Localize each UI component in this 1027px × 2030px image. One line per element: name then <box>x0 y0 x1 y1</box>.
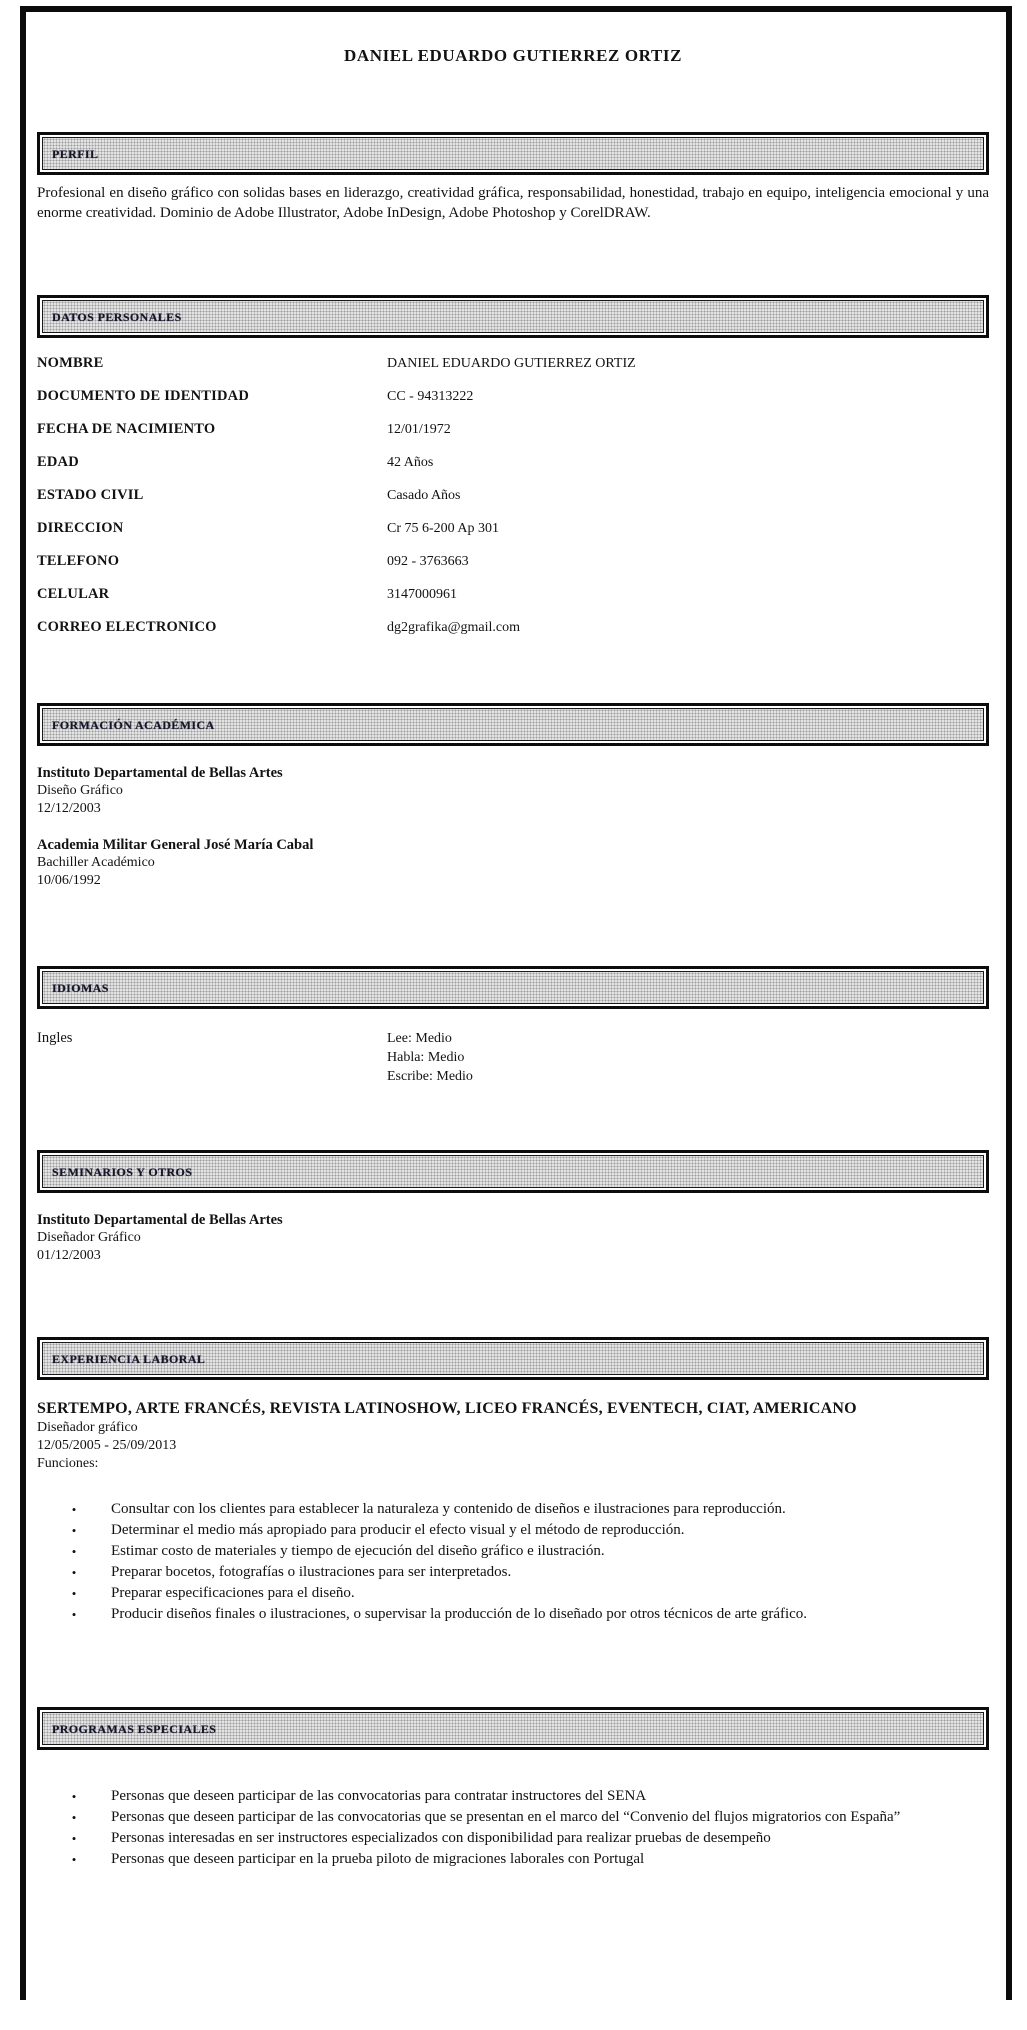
list-item <box>37 1562 989 1583</box>
field-label-direccion: DIRECCION <box>37 520 124 536</box>
cv-content <box>37 30 989 1870</box>
language-level-read: Lee: Medio <box>387 1031 452 1046</box>
education-institution: Instituto Departamental de Bellas Artes <box>37 765 283 781</box>
table-row <box>37 454 989 471</box>
function-text: Determinar el medio más apropiado para producir el efecto visual y el método de reproducción. <box>111 1522 685 1538</box>
experience-companies: SERTEMPO, ARTE FRANCÉS, REVISTA LATINOSHOW, LICEO FRANCÉS, EVENTECH, CIAT, AMERICANO <box>37 1400 857 1417</box>
seminars-list <box>37 1211 989 1265</box>
list-item <box>37 1499 989 1520</box>
field-value-correo: dg2grafika@gmail.com <box>387 620 521 635</box>
special-programs-list <box>37 1786 989 1870</box>
bullet-icon: • <box>71 1565 77 1580</box>
language-levels <box>387 1029 473 1086</box>
table-row <box>37 619 989 636</box>
seminar-degree: Diseñador Gráfico <box>37 1230 141 1245</box>
table-row <box>37 520 989 537</box>
education-degree: Bachiller Académico <box>37 855 155 870</box>
field-value-fecha-nacimiento: 12/01/1972 <box>387 422 451 437</box>
education-degree: Diseño Gráfico <box>37 783 123 798</box>
table-row <box>37 388 989 405</box>
page-title: DANIEL EDUARDO GUTIERREZ ORTIZ <box>343 46 683 65</box>
section-title-experiencia-laboral: EXPERIENCIA LABORAL <box>52 1352 206 1366</box>
education-list <box>37 764 989 890</box>
education-date: 12/12/2003 <box>37 801 101 816</box>
bullet-icon: • <box>71 1607 77 1622</box>
function-text: Preparar bocetos, fotografías o ilustraciones para ser interpretados. <box>111 1564 512 1580</box>
experience-role: Diseñador gráfico <box>37 1420 138 1435</box>
bullet-icon: • <box>71 1852 77 1867</box>
section-header-seminarios <box>37 1150 989 1193</box>
work-experience-entry <box>37 1398 989 1473</box>
experience-functions-list <box>37 1499 989 1625</box>
program-text: Personas que deseen participar de las convocatorias para contratar instructores del SENA <box>111 1788 647 1804</box>
bullet-icon: • <box>71 1810 77 1825</box>
table-row <box>37 586 989 603</box>
section-title-programas-especiales: PROGRAMAS ESPECIALES <box>52 1722 217 1736</box>
seminar-entry <box>37 1211 989 1265</box>
list-item <box>37 1807 989 1828</box>
language-name: Ingles <box>37 1030 73 1046</box>
table-row <box>37 355 989 372</box>
perfil-paragraph: Profesional en diseño gráfico con solidas bases en liderazgo, creatividad gráfica, responsabilidad, honestidad, trabajo en equipo, inteligencia emocional y una enorme creatividad. Dominio de Adobe Illustrator, Adobe InDesign, Adobe Photoshop y CorelDRAW. <box>37 185 989 221</box>
education-institution: Academia Militar General José María Cabal <box>37 837 314 853</box>
section-title-idiomas: IDIOMAS <box>52 981 109 995</box>
experience-functions-label: Funciones: <box>37 1456 99 1471</box>
field-value-direccion: Cr 75 6-200 Ap 301 <box>387 521 499 536</box>
section-header-band <box>42 1712 984 1745</box>
function-text: Consultar con los clientes para establecer la naturaleza y contenido de diseños e ilustraciones para reproducción. <box>111 1501 786 1517</box>
table-row <box>37 553 989 570</box>
languages-row <box>37 1029 989 1086</box>
language-level-write: Escribe: Medio <box>387 1069 473 1084</box>
function-text: Preparar especificaciones para el diseño. <box>111 1585 355 1601</box>
list-item <box>37 1786 989 1807</box>
section-header-experiencia-laboral <box>37 1337 989 1380</box>
section-header-band <box>42 971 984 1004</box>
program-text: Personas que deseen participar en la prueba piloto de migraciones laborales con Portugal <box>111 1851 645 1867</box>
section-header-band <box>42 137 984 170</box>
section-header-band <box>42 1342 984 1375</box>
field-label-edad: EDAD <box>37 454 79 470</box>
field-label-celular: CELULAR <box>37 586 110 602</box>
field-value-celular: 3147000961 <box>387 587 457 602</box>
list-item <box>37 1828 989 1849</box>
education-entry <box>37 764 989 818</box>
field-label-documento: DOCUMENTO DE IDENTIDAD <box>37 388 249 404</box>
section-header-band <box>42 708 984 741</box>
field-label-correo: CORREO ELECTRONICO <box>37 619 217 635</box>
list-item <box>37 1583 989 1604</box>
list-item <box>37 1541 989 1562</box>
field-value-edad: 42 Años <box>387 455 434 470</box>
bullet-icon: • <box>71 1789 77 1804</box>
section-header-idiomas <box>37 966 989 1009</box>
section-header-band <box>42 300 984 333</box>
field-value-estado-civil: Casado Años <box>387 488 461 503</box>
list-item <box>37 1520 989 1541</box>
section-header-datos-personales <box>37 295 989 338</box>
bullet-icon: • <box>71 1523 77 1538</box>
section-header-band <box>42 1155 984 1188</box>
section-header-formacion-academica <box>37 703 989 746</box>
section-title-datos-personales: DATOS PERSONALES <box>52 310 182 324</box>
function-text: Estimar costo de materiales y tiempo de ejecución del diseño gráfico e ilustración. <box>111 1543 605 1559</box>
field-label-nombre: NOMBRE <box>37 355 104 371</box>
section-header-programas-especiales <box>37 1707 989 1750</box>
program-text: Personas que deseen participar de las convocatorias que se presentan en el marco del “Convenio del flujos migratorios con España” <box>111 1809 901 1825</box>
table-row <box>37 421 989 438</box>
bullet-icon: • <box>71 1544 77 1559</box>
function-text: Producir diseños finales o ilustraciones, o supervisar la producción de lo diseñado por otros técnicos de arte gráfico. <box>111 1606 808 1622</box>
language-level-speak: Habla: Medio <box>387 1050 465 1065</box>
seminar-institution: Instituto Departamental de Bellas Artes <box>37 1212 283 1228</box>
experience-period: 12/05/2005 - 25/09/2013 <box>37 1438 177 1453</box>
list-item <box>37 1604 989 1625</box>
personal-data-table <box>37 355 989 636</box>
list-item <box>37 1849 989 1870</box>
education-entry <box>37 836 989 890</box>
section-title-formacion-academica: FORMACIÓN ACADÉMICA <box>52 718 215 732</box>
field-label-telefono: TELEFONO <box>37 553 120 569</box>
field-value-telefono: 092 - 3763663 <box>387 554 469 569</box>
bullet-icon: • <box>71 1586 77 1601</box>
field-label-fecha-nacimiento: FECHA DE NACIMIENTO <box>37 421 216 437</box>
seminar-date: 01/12/2003 <box>37 1248 101 1263</box>
bullet-icon: • <box>71 1502 77 1517</box>
program-text: Personas interesadas en ser instructores especializados con disponibilidad para realizar pruebas de desempeño <box>111 1830 771 1846</box>
field-value-nombre: DANIEL EDUARDO GUTIERREZ ORTIZ <box>387 356 636 371</box>
bullet-icon: • <box>71 1831 77 1846</box>
section-title-perfil: PERFIL <box>52 147 99 161</box>
section-header-perfil <box>37 132 989 175</box>
field-label-estado-civil: ESTADO CIVIL <box>37 487 144 503</box>
table-row <box>37 487 989 504</box>
education-date: 10/06/1992 <box>37 873 101 888</box>
section-title-seminarios: SEMINARIOS Y OTROS <box>52 1165 193 1179</box>
field-value-documento: CC - 94313222 <box>387 389 474 404</box>
